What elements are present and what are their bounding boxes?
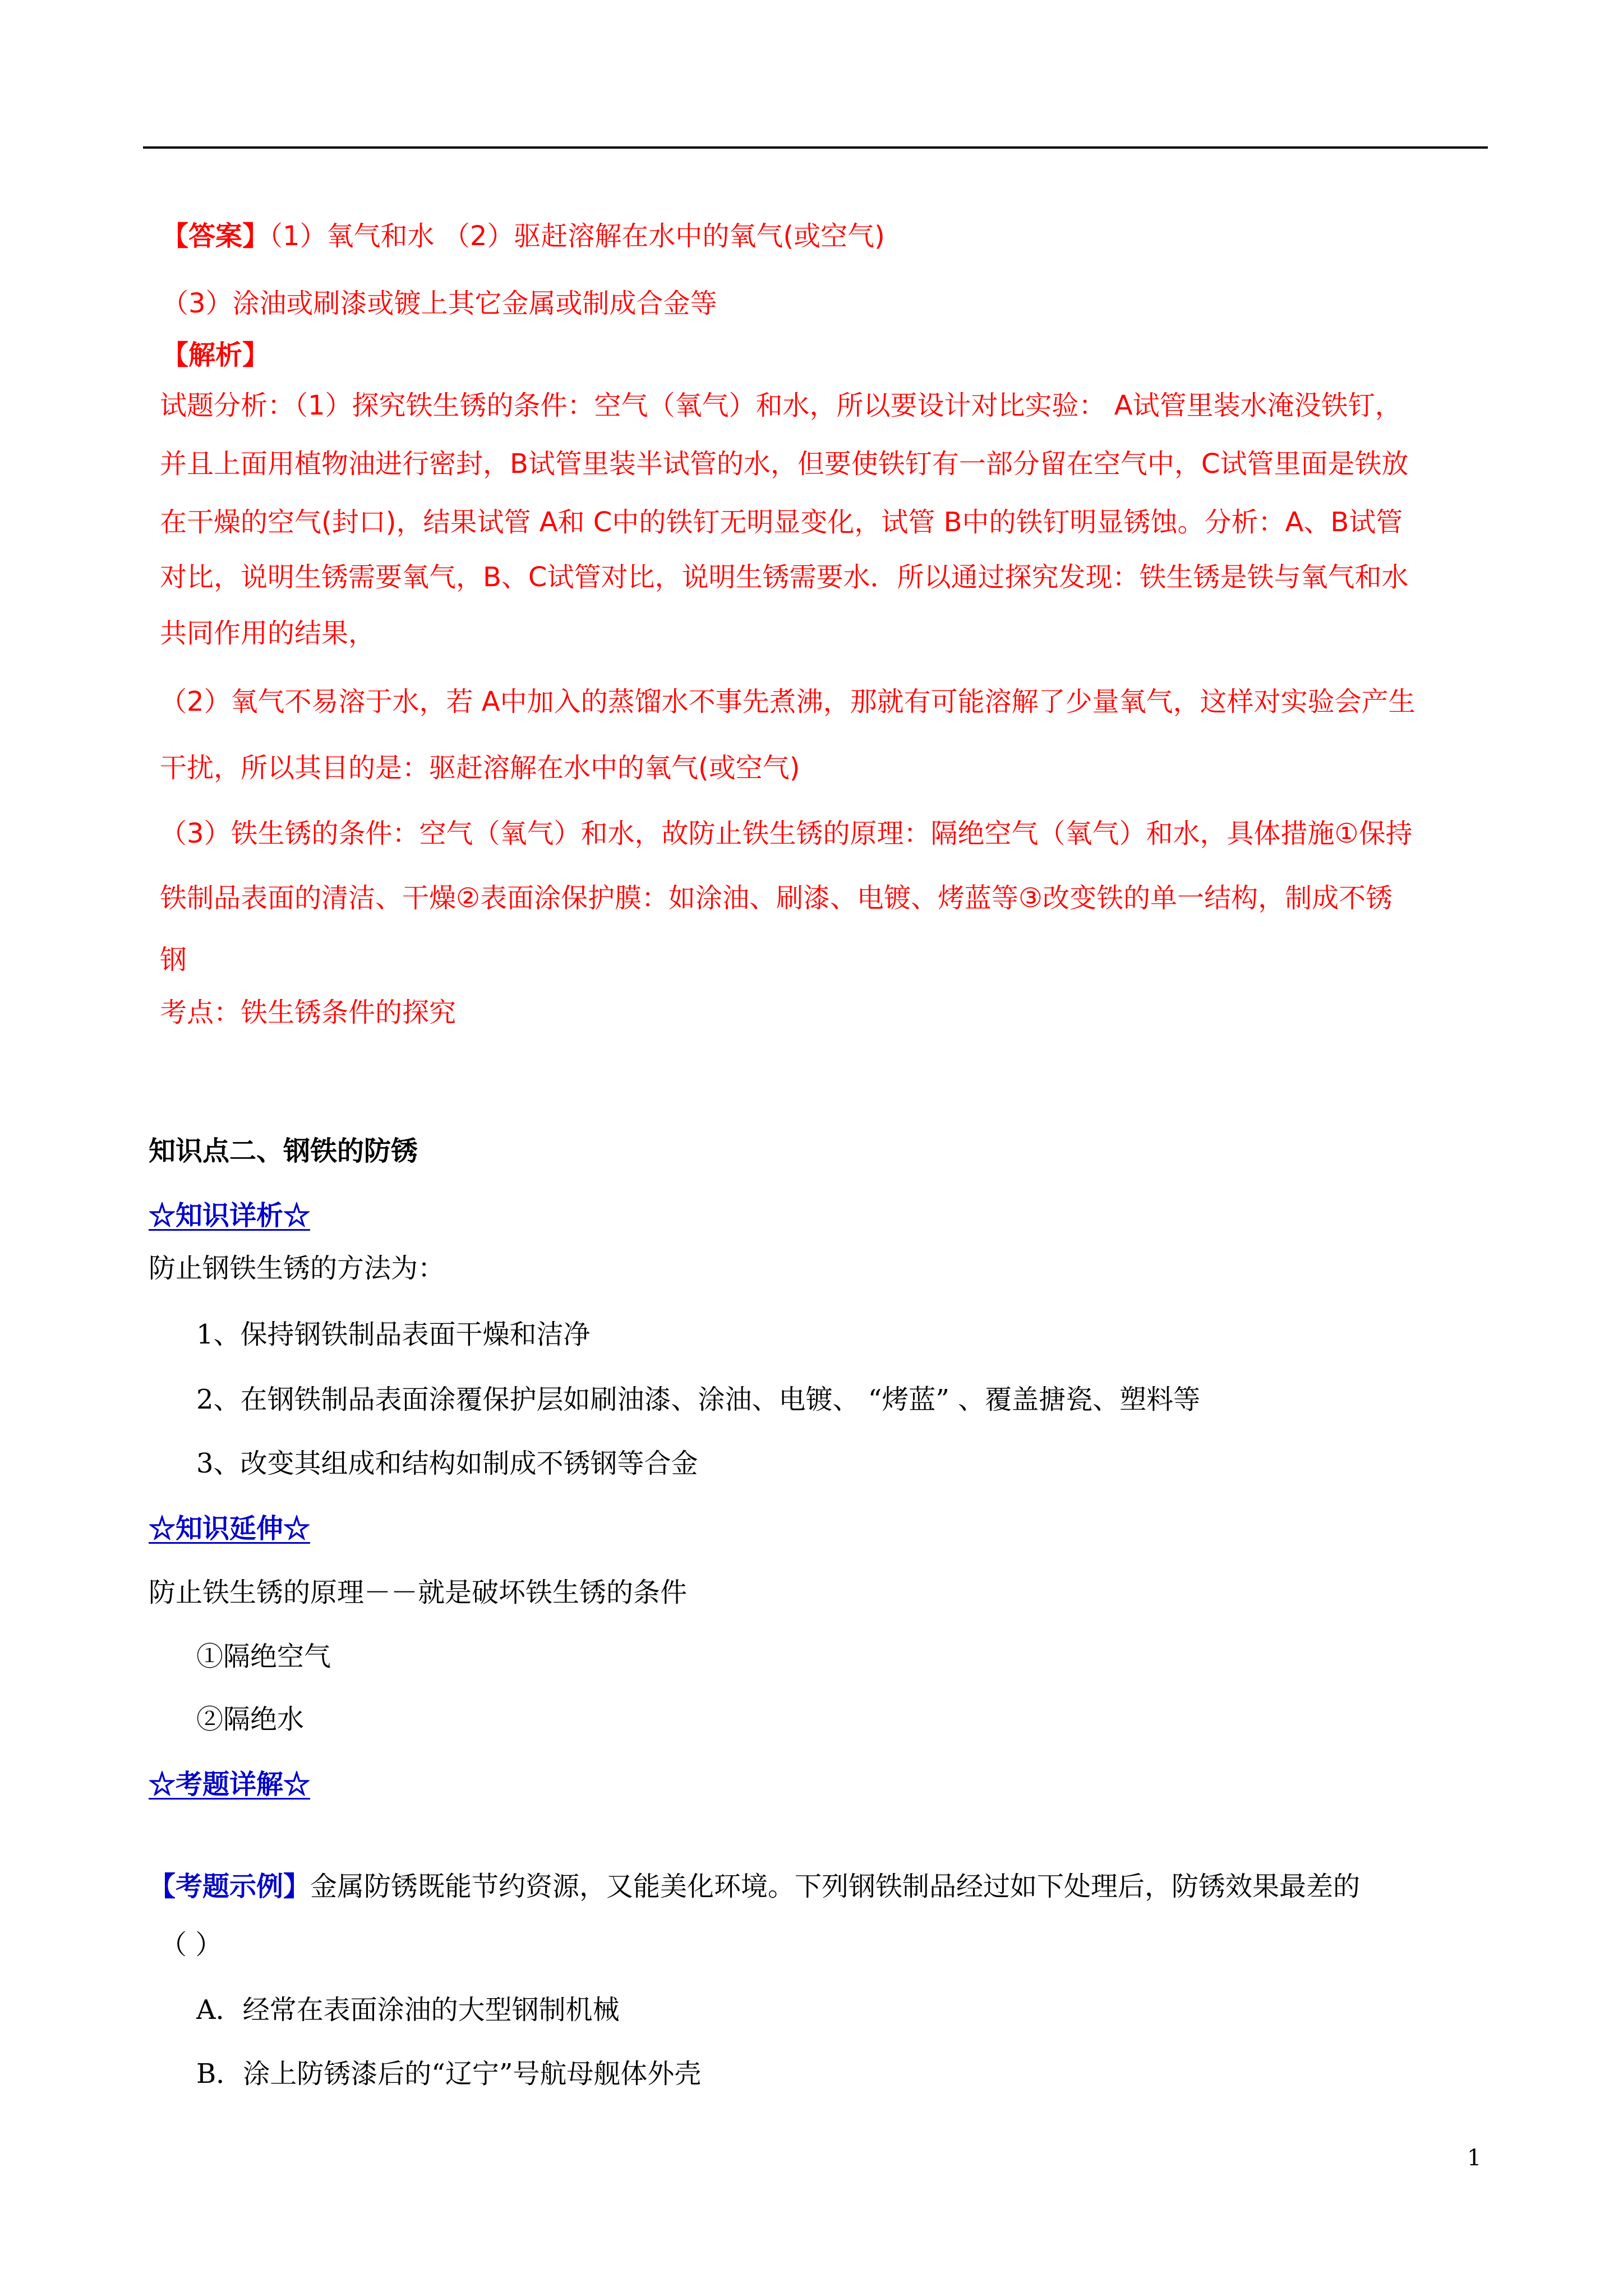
method-item: 3、改变其组成和结构如制成不锈钢等合金 (196, 1448, 698, 1479)
method-item: 2、在钢铁制品表面涂覆保护层如刷油漆、涂油、电镀、 “烤蓝” 、覆盖搪瓷、塑料等 (196, 1384, 1201, 1415)
answer-text-1: （1）氧气和水 （2）驱赶溶解在水中的氧气(或空气) (269, 220, 885, 252)
example-question-text: 金属防锈既能节约资源，又能美化环境。下列钢铁制品经过如下处理后，防锈效果最差的 (310, 1871, 1361, 1902)
example-label: 【考题示例】 (149, 1871, 311, 1902)
analysis-line: 并且上面用植物油进行密封，B试管里装半试管的水，但要使铁钉有一部分留在空气中，C试管里面是铁放 (160, 448, 1409, 480)
method-item: 1、保持钢铁制品表面干燥和洁净 (196, 1319, 591, 1350)
option-b: B．涂上防锈漆后的“辽宁”号航母舰体外壳 (196, 2058, 702, 2090)
principle-item: ②隔绝水 (196, 1704, 305, 1735)
analysis-line: （3）铁生锈的条件：空气（氧气）和水，故防止铁生锈的原理：隔绝空气（氧气）和水，具体措施①保持 (160, 818, 1413, 849)
answer-line-1 (162, 214, 885, 253)
knowledge-extend-link[interactable]: ☆知识延伸☆ (149, 1513, 311, 1544)
analysis-line: 干扰，所以其目的是：驱赶溶解在水中的氧气(或空气) (160, 752, 800, 784)
answer-line-2: （3）涂油或刷漆或镀上其它金属或制成合金等 (162, 288, 717, 319)
principle-text: 防止铁生锈的原理－－就是破坏铁生锈的条件 (149, 1577, 688, 1608)
knowledge-detail-link[interactable]: ☆知识详析☆ (149, 1200, 311, 1231)
section-title: 知识点二、钢铁的防锈 (149, 1135, 418, 1167)
answer-blank: （ ） (160, 1929, 223, 1961)
example-question (149, 1865, 1360, 1903)
analysis-label: 【解析】 (162, 339, 270, 371)
analysis-line: 试题分析：（1）探究铁生锈的条件：空气（氧气）和水，所以要设计对比实验： A试管里装水淹没铁钉， (160, 390, 1402, 421)
analysis-line: 对比，说明生锈需要氧气，B、C试管对比，说明生锈需要水．所以通过探究发现：铁生锈是铁与氧气和水 (160, 562, 1409, 593)
analysis-line: （2）氧气不易溶于水，若 A中加入的蒸馏水不事先煮沸，那就有可能溶解了少量氧气，这样对实验会产生 (160, 686, 1415, 717)
page-number: 1 (1467, 2145, 1482, 2171)
analysis-line: 共同作用的结果， (160, 618, 376, 649)
answer-label: 【答案】 (162, 220, 270, 252)
analysis-line: 铁制品表面的清洁、干燥②表面涂保护膜：如涂油、刷漆、电镀、烤蓝等③改变铁的单一结构，制成不锈 (160, 882, 1393, 914)
option-a: A．经常在表面涂油的大型钢制机械 (196, 1994, 620, 2026)
analysis-line: 考点：铁生锈条件的探究 (160, 997, 457, 1028)
analysis-line: 钢 (160, 944, 187, 976)
principle-item: ①隔绝空气 (196, 1641, 331, 1672)
header-rule (143, 146, 1488, 149)
analysis-line: 在干燥的空气(封口)，结果试管 A和 C中的铁钉无明显变化，试管 B中的铁钉明显锈蚀。分析：A、B试管 (160, 507, 1403, 538)
exam-detail-link[interactable]: ☆考题详解☆ (149, 1769, 311, 1800)
methods-intro: 防止钢铁生锈的方法为： (149, 1253, 445, 1284)
